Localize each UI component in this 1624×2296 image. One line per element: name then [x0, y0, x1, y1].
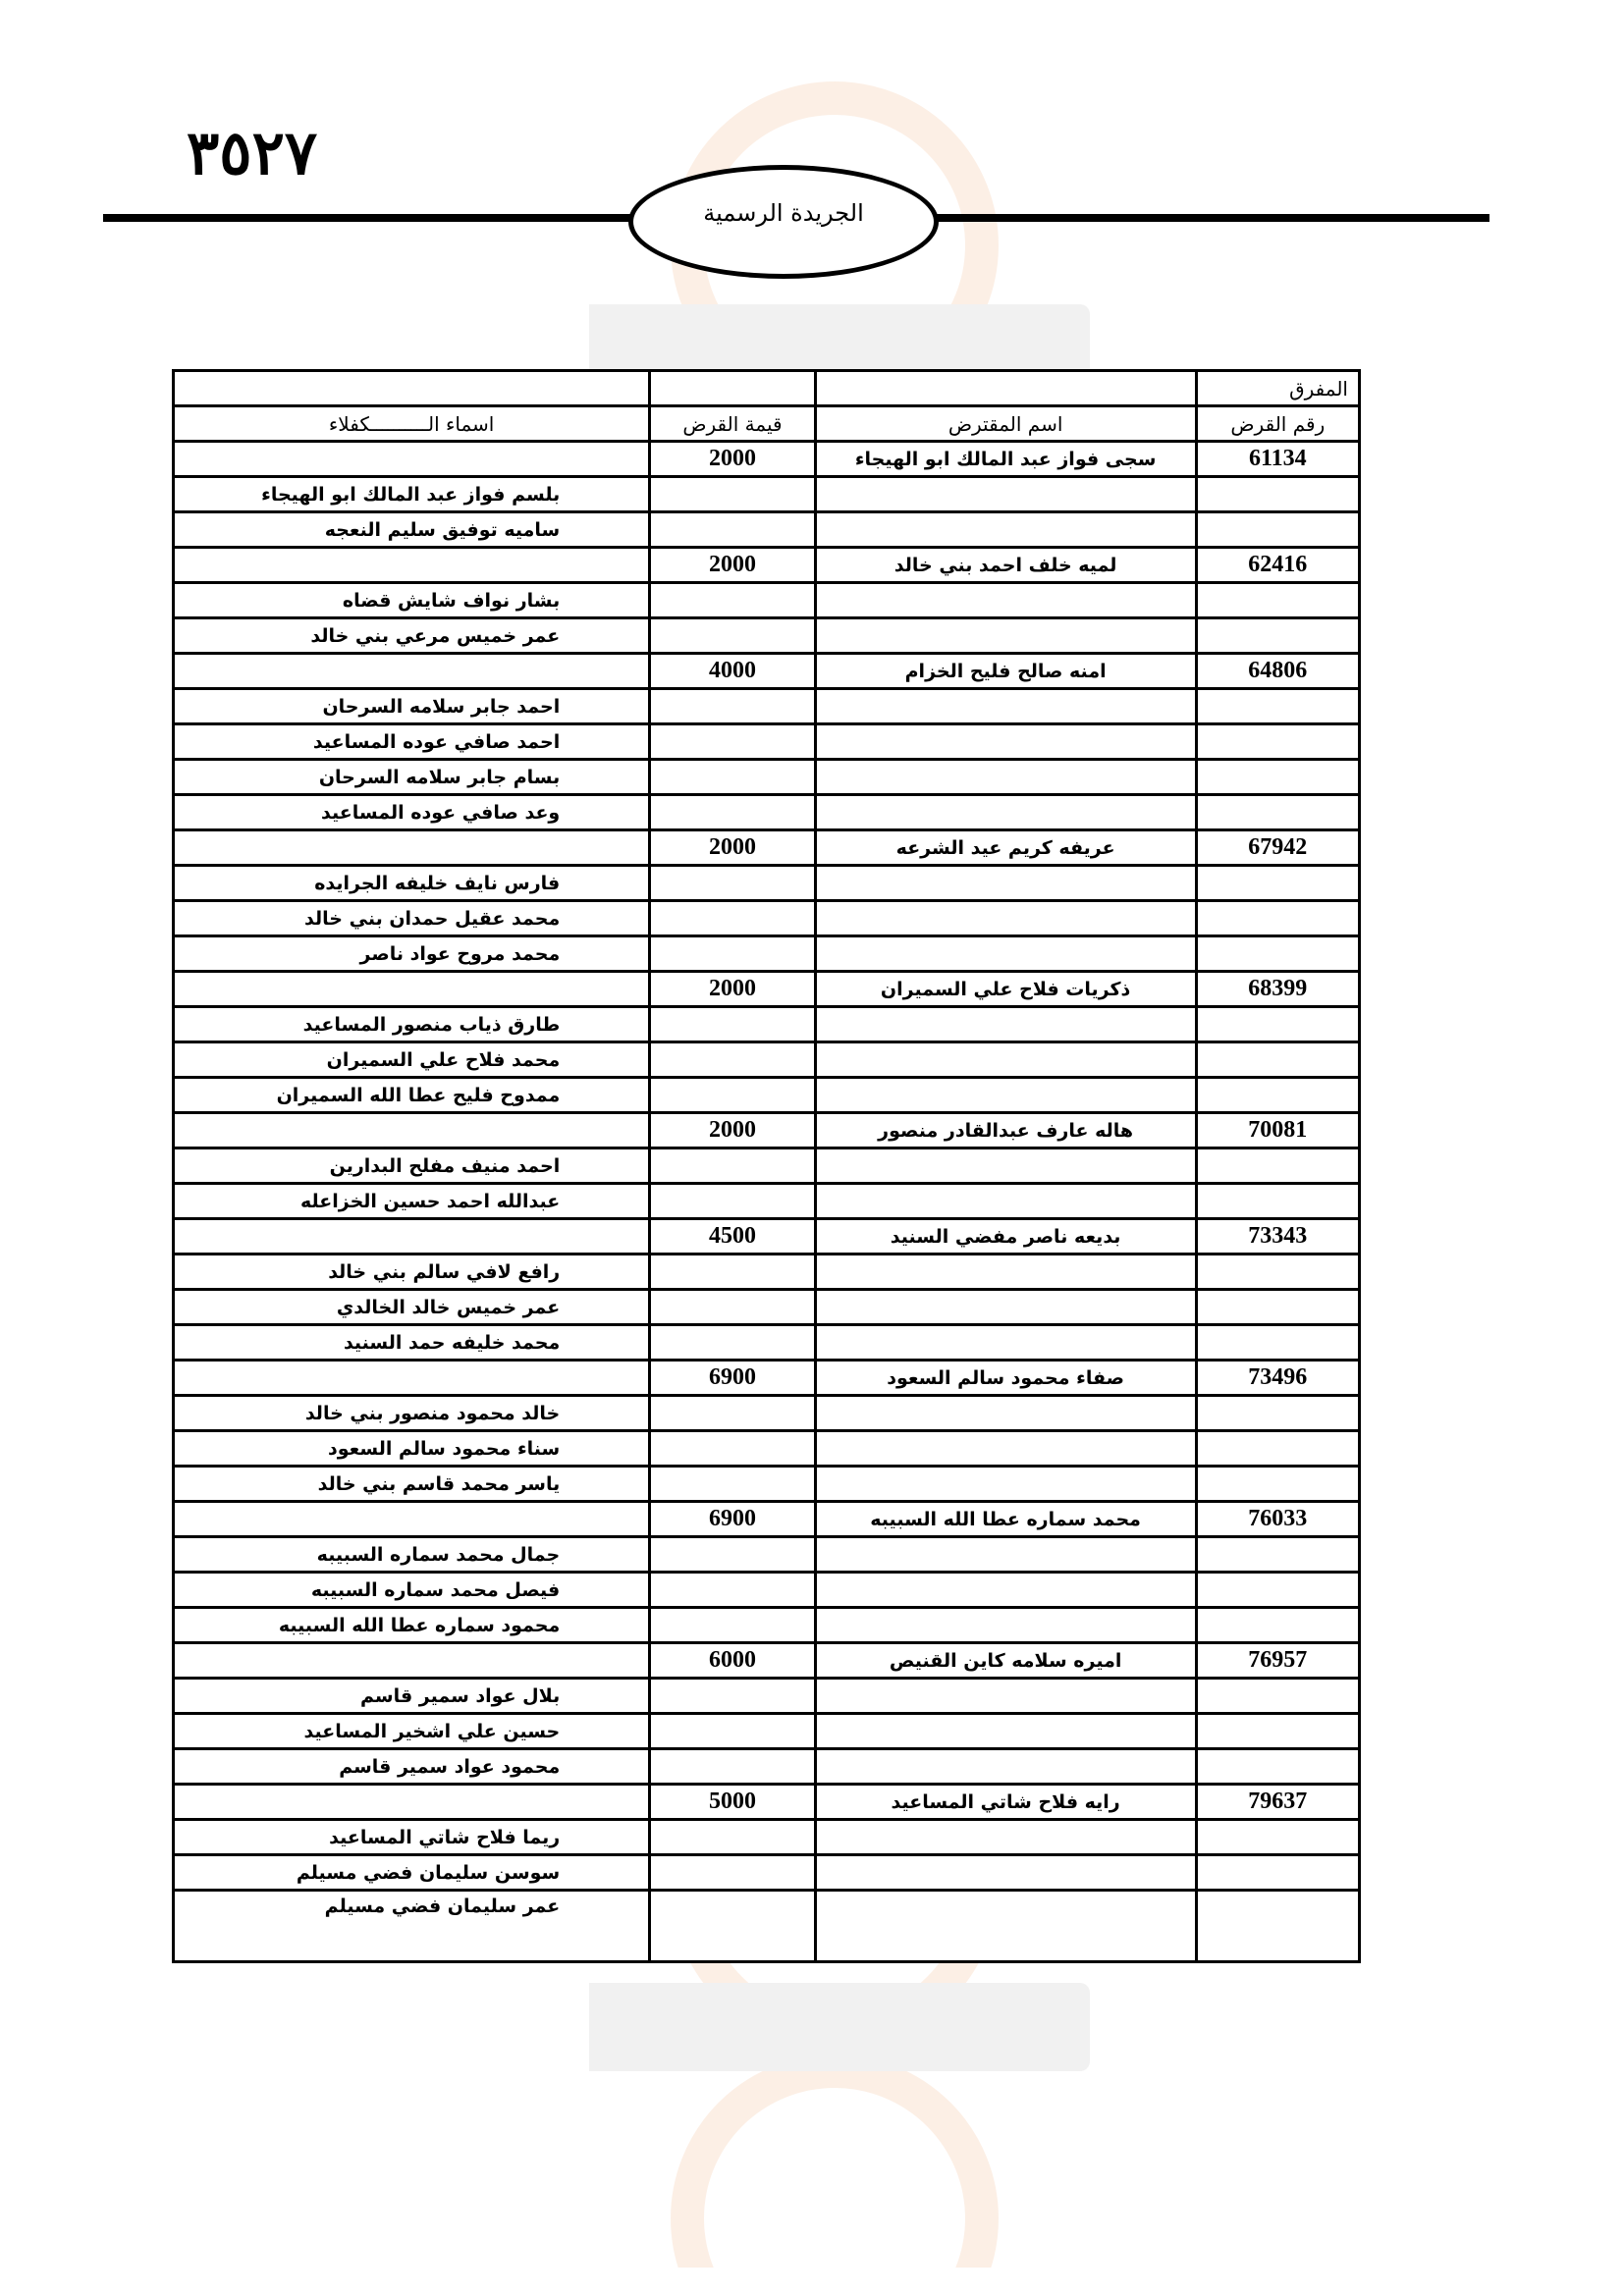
empty-cell — [651, 1468, 813, 1500]
guarantor-row — [175, 867, 1358, 899]
empty-cell — [651, 584, 813, 616]
loan-number: 64806 — [1198, 655, 1358, 687]
borrower-name: رايه فلاح شاتي المساعيد — [817, 1786, 1195, 1818]
empty-cell — [817, 796, 1195, 828]
guarantor-name: عبدالله احمد حسين الخزاعله — [175, 1185, 648, 1217]
guarantor-name: حسين علي اشخير المساعيد — [175, 1715, 648, 1747]
loan-number: 62416 — [1198, 549, 1358, 581]
loan-row — [175, 443, 1358, 475]
empty-cell — [651, 478, 813, 510]
loan-number: 73496 — [1198, 1362, 1358, 1394]
borrower-name: اميره سلامه كاين القنيص — [817, 1644, 1195, 1677]
guarantor-name: محمد عقيل حمدان بني خالد — [175, 902, 648, 934]
guarantor-name: بسام جابر سلامه السرحان — [175, 761, 648, 793]
loan-amount: 4000 — [651, 655, 813, 687]
guarantor-row — [175, 690, 1358, 722]
empty-cell — [651, 1079, 813, 1111]
guarantor-name: بلسم فواز عبد المالك ابو الهيجاء — [175, 478, 648, 510]
empty-cell — [651, 725, 813, 758]
loan-number: 61134 — [1198, 443, 1358, 475]
loan-number: 73343 — [1198, 1220, 1358, 1253]
guarantor-row — [175, 478, 1358, 510]
empty-cell — [817, 902, 1195, 934]
empty-cell — [1198, 1043, 1358, 1076]
guarantor-row — [175, 902, 1358, 934]
empty-cell — [1198, 1468, 1358, 1500]
empty-cell — [651, 1326, 813, 1359]
page-number: ٣٥٢٧ — [187, 117, 318, 188]
empty-cell — [817, 725, 1195, 758]
empty-cell — [817, 937, 1195, 970]
empty-cell — [1198, 937, 1358, 970]
empty-cell — [817, 690, 1195, 722]
empty-cell — [175, 443, 648, 475]
guarantor-name: بشار نواف شايش قضاه — [175, 584, 648, 616]
guarantor-row — [175, 1538, 1358, 1571]
empty-cell — [817, 1715, 1195, 1747]
empty-cell — [1198, 1715, 1358, 1747]
col-header-amount: قيمة القرض — [651, 407, 813, 440]
empty-cell — [651, 1185, 813, 1217]
guarantor-row — [175, 619, 1358, 652]
empty-cell — [817, 761, 1195, 793]
empty-cell — [651, 1609, 813, 1641]
empty-cell — [175, 1644, 648, 1677]
empty-cell — [817, 513, 1195, 546]
guarantor-row — [175, 513, 1358, 546]
empty-cell — [817, 1185, 1195, 1217]
empty-cell — [817, 1574, 1195, 1606]
empty-cell — [1198, 1291, 1358, 1323]
empty-cell — [1198, 690, 1358, 722]
loan-row — [175, 1220, 1358, 1253]
guarantor-row — [175, 1468, 1358, 1500]
empty-cell — [651, 690, 813, 722]
empty-cell — [1198, 867, 1358, 899]
guarantor-name: محمود سماره عطا الله السبيبه — [175, 1609, 648, 1641]
borrower-name: بديعه ناصر مفضي السنيد — [817, 1220, 1195, 1253]
guarantor-name: احمد جابر سلامه السرحان — [175, 690, 648, 722]
empty-cell — [175, 831, 648, 864]
empty-cell — [651, 1255, 813, 1288]
empty-cell — [651, 1291, 813, 1323]
guarantor-name: ممدوح فليح عطا الله السميران — [175, 1079, 648, 1111]
empty-cell — [817, 1008, 1195, 1041]
guarantor-name: احمد صافي عوده المساعيد — [175, 725, 648, 758]
loan-row — [175, 1114, 1358, 1147]
borrower-name: لميه خلف احمد بني خالد — [817, 549, 1195, 581]
guarantor-row — [175, 1185, 1358, 1217]
empty-cell — [651, 1750, 813, 1783]
guarantor-name: فيصل محمد سماره السبيبه — [175, 1574, 648, 1606]
guarantor-row — [175, 796, 1358, 828]
empty-cell — [651, 902, 813, 934]
guarantor-name: احمد منيف مفلح البدارين — [175, 1149, 648, 1182]
loan-row — [175, 1786, 1358, 1818]
empty-cell — [651, 1574, 813, 1606]
loan-amount: 6900 — [651, 1362, 813, 1394]
loan-amount: 2000 — [651, 549, 813, 581]
empty-cell — [1198, 1185, 1358, 1217]
empty-cell — [175, 372, 648, 404]
loan-number: 76957 — [1198, 1644, 1358, 1677]
empty-cell — [651, 1043, 813, 1076]
empty-cell — [651, 937, 813, 970]
empty-cell — [1198, 619, 1358, 652]
empty-cell — [651, 1397, 813, 1429]
empty-cell — [1198, 1079, 1358, 1111]
guarantor-name: رافع لافي سالم بني خالد — [175, 1255, 648, 1288]
empty-cell — [817, 584, 1195, 616]
location-label: المفرق — [1198, 372, 1358, 404]
empty-cell — [1198, 513, 1358, 546]
empty-cell — [1198, 1008, 1358, 1041]
guarantor-name: عمر سليمان فضي مسيلم — [175, 1892, 648, 1960]
empty-cell — [651, 867, 813, 899]
empty-cell — [1198, 1326, 1358, 1359]
empty-cell — [817, 1468, 1195, 1500]
empty-cell — [651, 1538, 813, 1571]
guarantor-row — [175, 1609, 1358, 1641]
guarantor-row — [175, 1255, 1358, 1288]
guarantor-row — [175, 1043, 1358, 1076]
guarantor-name: بلال عواد سمير قاسم — [175, 1680, 648, 1712]
guarantor-name: محمد مروح عواد ناصر — [175, 937, 648, 970]
empty-cell — [1198, 796, 1358, 828]
loan-number: 76033 — [1198, 1503, 1358, 1535]
empty-cell — [1198, 761, 1358, 793]
guarantor-row — [175, 1432, 1358, 1465]
loan-row — [175, 831, 1358, 864]
loan-amount: 2000 — [651, 443, 813, 475]
empty-cell — [817, 372, 1195, 404]
header-title: الجريدة الرسمية — [703, 199, 864, 227]
empty-cell — [817, 1255, 1195, 1288]
empty-cell — [817, 1856, 1195, 1889]
borrower-name: محمد سماره عطا الله السبيبه — [817, 1503, 1195, 1535]
empty-cell — [651, 796, 813, 828]
guarantor-name: ريما فلاح شاتي المساعيد — [175, 1821, 648, 1853]
empty-cell — [175, 973, 648, 1005]
loan-number: 67942 — [1198, 831, 1358, 864]
loan-amount: 5000 — [651, 1786, 813, 1818]
empty-cell — [175, 1503, 648, 1535]
borrower-name: امنه صالح فليح الخزام — [817, 655, 1195, 687]
guarantor-name: طارق ذياب منصور المساعيد — [175, 1008, 648, 1041]
table-header-row — [175, 407, 1358, 440]
guarantor-row — [175, 1750, 1358, 1783]
empty-cell — [817, 1750, 1195, 1783]
empty-cell — [817, 1680, 1195, 1712]
guarantor-name: جمال محمد سماره السبيبه — [175, 1538, 648, 1571]
empty-cell — [175, 549, 648, 581]
guarantor-name: وعد صافي عوده المساعيد — [175, 796, 648, 828]
guarantor-row — [175, 937, 1358, 970]
borrower-name: ذكريات فلاح علي السميران — [817, 973, 1195, 1005]
loan-row — [175, 655, 1358, 687]
loan-number: 68399 — [1198, 973, 1358, 1005]
loan-amount: 4500 — [651, 1220, 813, 1253]
loan-amount: 2000 — [651, 831, 813, 864]
empty-cell — [817, 867, 1195, 899]
guarantor-name: سناء محمود سالم السعود — [175, 1432, 648, 1465]
empty-cell — [817, 1609, 1195, 1641]
empty-cell — [817, 1432, 1195, 1465]
table-location-row — [175, 372, 1358, 404]
empty-cell — [651, 761, 813, 793]
empty-cell — [817, 1079, 1195, 1111]
empty-cell — [1198, 902, 1358, 934]
guarantor-name: ياسر محمد قاسم بني خالد — [175, 1468, 648, 1500]
col-header-loan-no: رقم القرض — [1198, 407, 1358, 440]
empty-cell — [817, 1892, 1195, 1960]
empty-cell — [1198, 1892, 1358, 1960]
guarantor-name: عمر خميس خالد الخالدي — [175, 1291, 648, 1323]
guarantor-row — [175, 1821, 1358, 1853]
empty-cell — [175, 1220, 648, 1253]
empty-cell — [651, 1008, 813, 1041]
empty-cell — [1198, 1255, 1358, 1288]
empty-cell — [817, 1291, 1195, 1323]
guarantor-name: محمود عواد سمير قاسم — [175, 1750, 648, 1783]
guarantor-row — [175, 1856, 1358, 1889]
empty-cell — [817, 478, 1195, 510]
empty-cell — [1198, 1397, 1358, 1429]
empty-cell — [651, 1856, 813, 1889]
empty-cell — [1198, 725, 1358, 758]
loan-row — [175, 973, 1358, 1005]
guarantor-row — [175, 1149, 1358, 1182]
guarantor-name: عمر خميس مرعي بني خالد — [175, 619, 648, 652]
empty-cell — [651, 619, 813, 652]
loan-amount: 2000 — [651, 1114, 813, 1147]
guarantor-name: محمد فلاح علي السميران — [175, 1043, 648, 1076]
empty-cell — [817, 1538, 1195, 1571]
guarantor-row — [175, 1397, 1358, 1429]
empty-cell — [1198, 1856, 1358, 1889]
guarantor-row — [175, 1574, 1358, 1606]
empty-cell — [1198, 1149, 1358, 1182]
empty-cell — [1198, 1538, 1358, 1571]
col-header-borrower: اسم المقترض — [817, 407, 1195, 440]
col-header-guarantors: اسماء الــــــــــكفلاء — [175, 407, 648, 440]
loan-number: 79637 — [1198, 1786, 1358, 1818]
loan-amount: 6000 — [651, 1644, 813, 1677]
empty-cell — [651, 1892, 813, 1960]
guarantor-name: فارس نايف خليفه الجرايده — [175, 867, 648, 899]
empty-cell — [1198, 1821, 1358, 1853]
guarantor-row — [175, 761, 1358, 793]
empty-cell — [817, 1043, 1195, 1076]
loan-number: 70081 — [1198, 1114, 1358, 1147]
guarantor-name: ساميه توفيق سليم النعجه — [175, 513, 648, 546]
empty-cell — [817, 1397, 1195, 1429]
guarantor-name: خالد محمود منصور بني خالد — [175, 1397, 648, 1429]
guarantor-name: محمد خليفه حمد السنيد — [175, 1326, 648, 1359]
empty-cell — [1198, 1432, 1358, 1465]
empty-cell — [1198, 584, 1358, 616]
empty-cell — [651, 1680, 813, 1712]
guarantor-row — [175, 584, 1358, 616]
guarantor-row — [175, 1892, 1358, 1960]
empty-cell — [175, 1114, 648, 1147]
borrower-name: هاله عارف عبدالقادر منصور — [817, 1114, 1195, 1147]
loan-row — [175, 1644, 1358, 1677]
guarantor-row — [175, 1715, 1358, 1747]
borrower-name: عريفه كريم عيد الشرعه — [817, 831, 1195, 864]
empty-cell — [651, 1715, 813, 1747]
guarantor-row — [175, 1291, 1358, 1323]
loan-row — [175, 1362, 1358, 1394]
borrower-name: سجى فواز عبد المالك ابو الهيجاء — [817, 443, 1195, 475]
empty-cell — [175, 1786, 648, 1818]
loan-row — [175, 1503, 1358, 1535]
empty-cell — [651, 1821, 813, 1853]
empty-cell — [651, 513, 813, 546]
guarantor-row — [175, 1008, 1358, 1041]
guarantor-row — [175, 1326, 1358, 1359]
loans-table — [172, 369, 1361, 1963]
guarantor-name: سوسن سليمان فضي مسيلم — [175, 1856, 648, 1889]
empty-cell — [651, 1149, 813, 1182]
empty-cell — [651, 1432, 813, 1465]
empty-cell — [817, 619, 1195, 652]
empty-cell — [1198, 1574, 1358, 1606]
borrower-name: صفاء محمود سالم السعود — [817, 1362, 1195, 1394]
empty-cell — [1198, 1680, 1358, 1712]
loan-amount: 2000 — [651, 973, 813, 1005]
header-oval — [628, 165, 939, 279]
empty-cell — [651, 372, 813, 404]
empty-cell — [1198, 1609, 1358, 1641]
empty-cell — [175, 1362, 648, 1394]
empty-cell — [1198, 478, 1358, 510]
empty-cell — [817, 1149, 1195, 1182]
empty-cell — [1198, 1750, 1358, 1783]
empty-cell — [817, 1821, 1195, 1853]
guarantor-row — [175, 725, 1358, 758]
guarantor-row — [175, 1079, 1358, 1111]
empty-cell — [175, 655, 648, 687]
loan-amount: 6900 — [651, 1503, 813, 1535]
guarantor-row — [175, 1680, 1358, 1712]
loan-row — [175, 549, 1358, 581]
empty-cell — [817, 1326, 1195, 1359]
